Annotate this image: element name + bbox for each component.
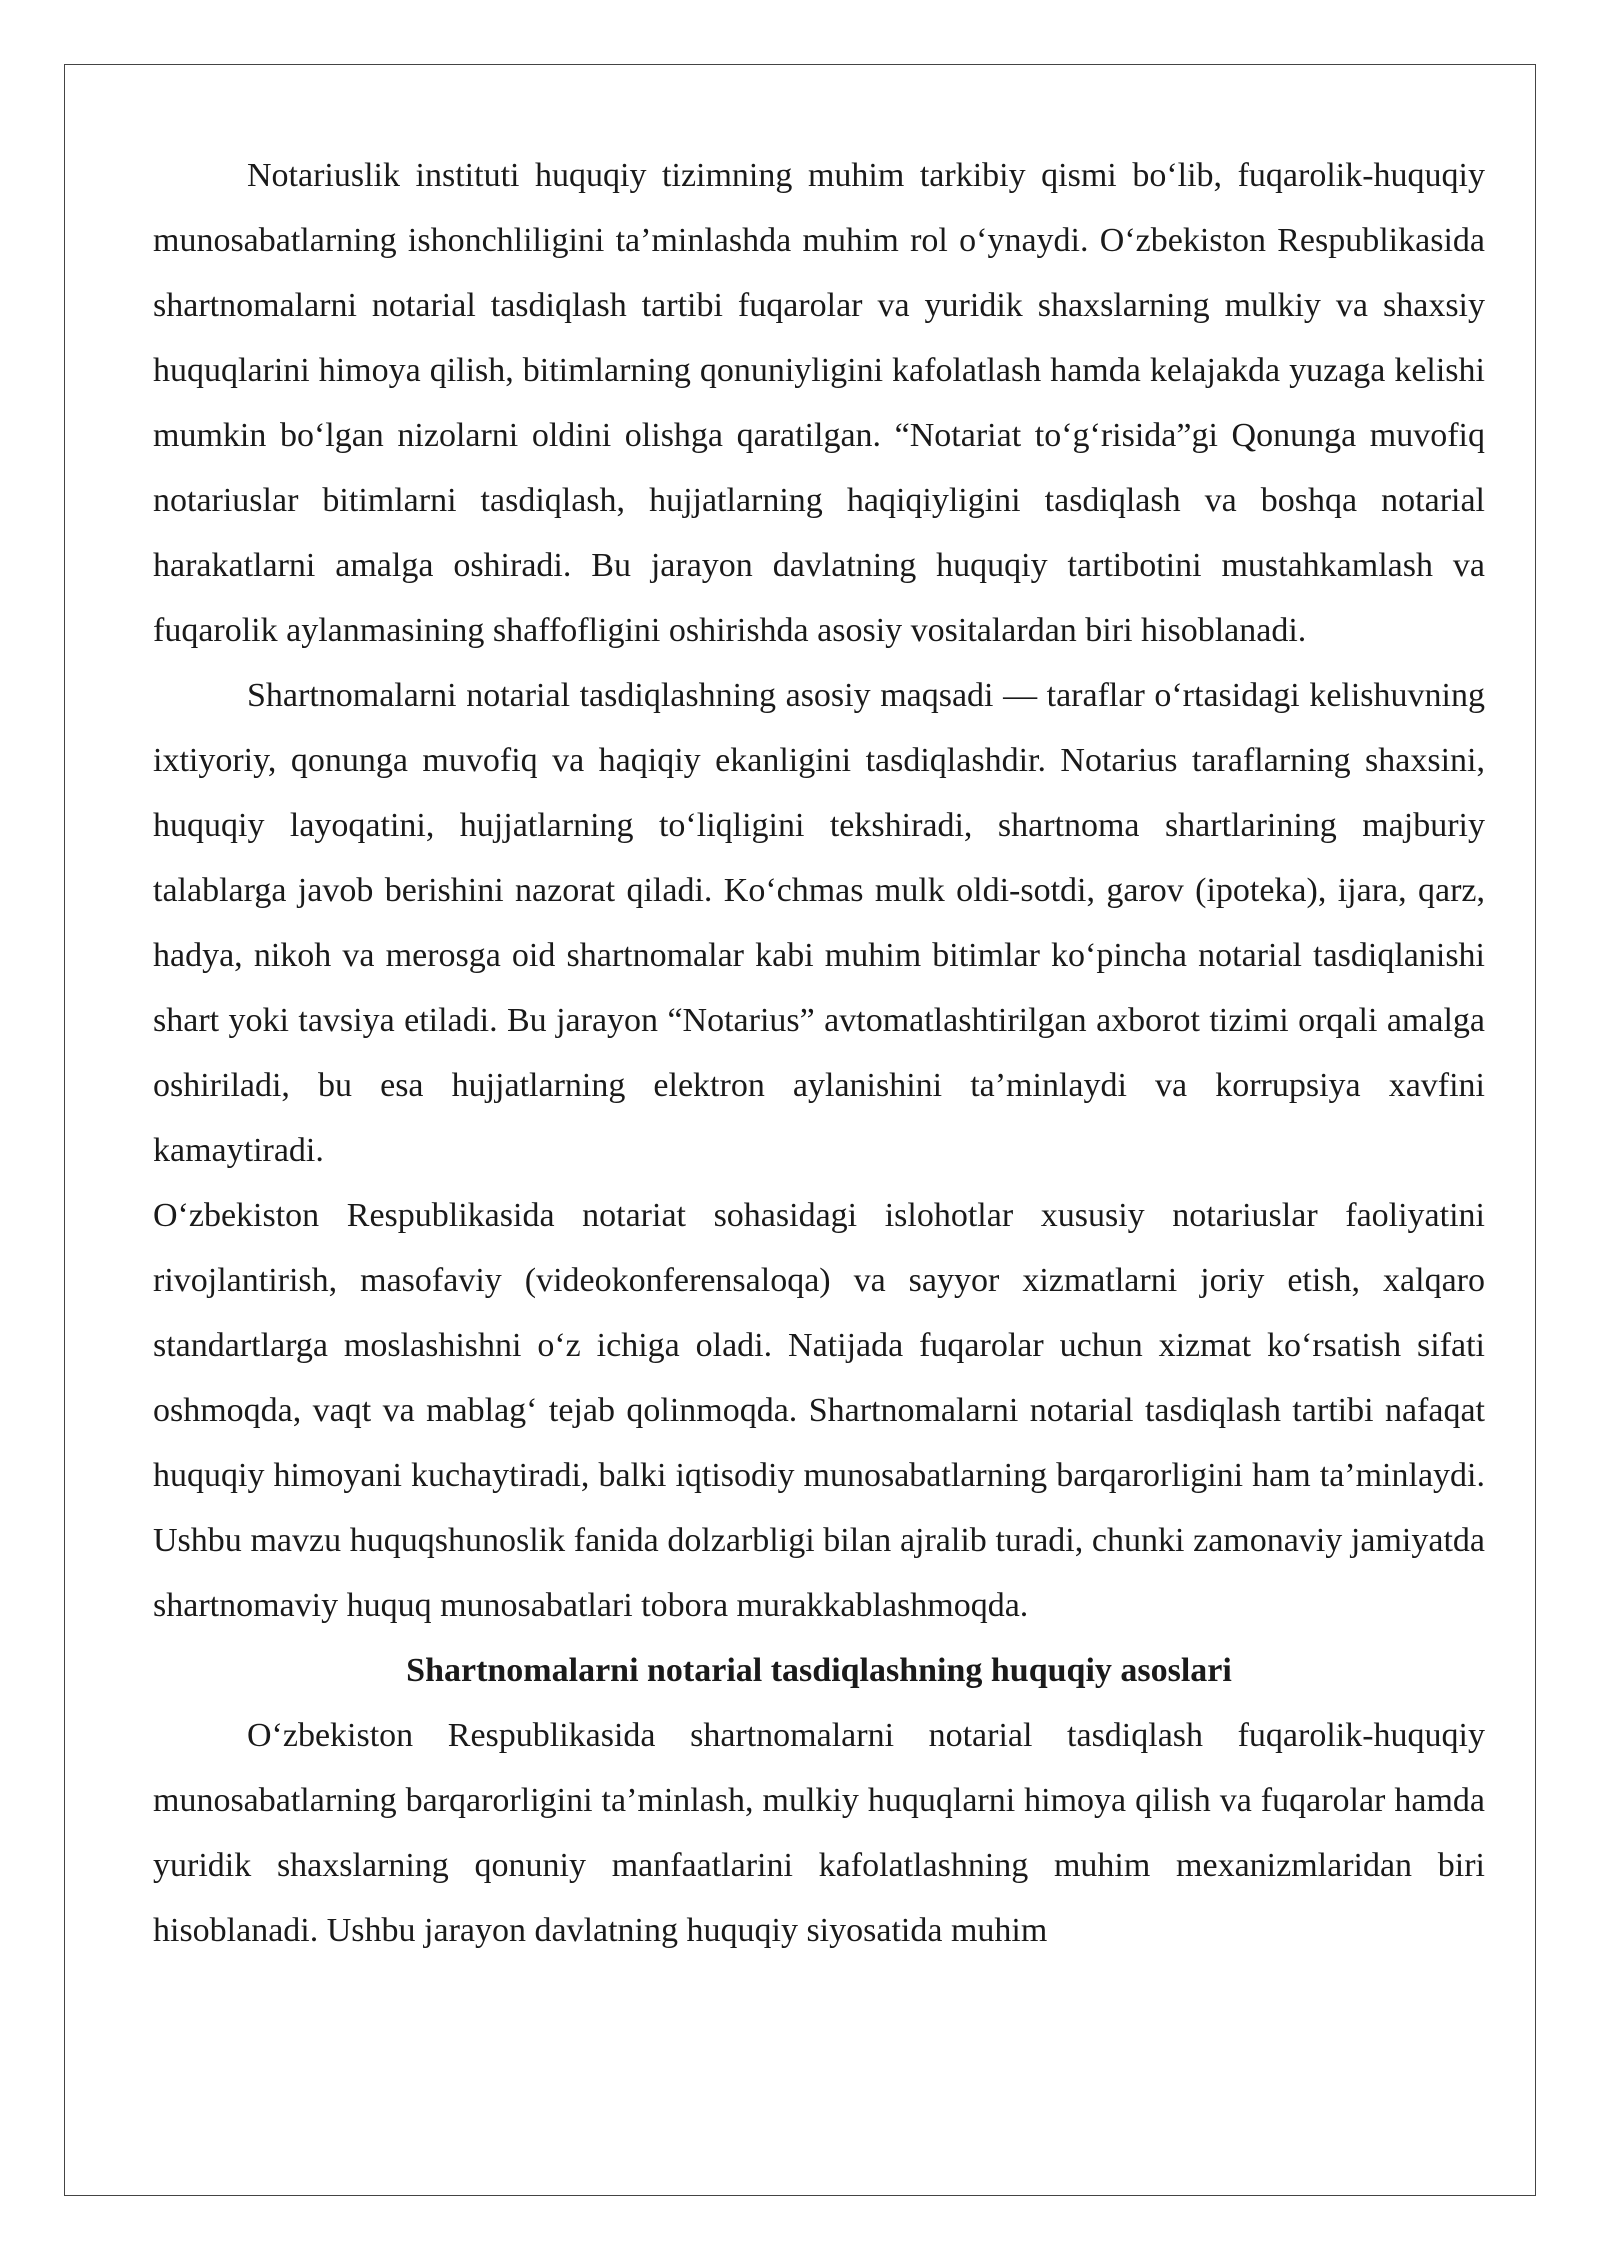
paragraph-legal-basis: O‘zbekiston Respublikasida shartnomalarni notarial tasdiqlash fuqarolik-huquqiy munosabatlarning barqarorligini ta’minlash, mulkiy huquqlarni himoya qilish va fuqarolar hamda yuridik shaxslarning qonuniy manfaatlarini kafolatlashning muhim mexanizmlaridan biri hisoblanadi. Ushbu jarayon davlatning huquqiy siyosatida muhim: [153, 1717, 1485, 1949]
paragraph-intro: Notariuslik instituti huquqiy tizimning muhim tarkibiy qismi bo‘lib, fuqarolik-huquqiy munosabatlarning ishonchliligini ta’minlashda muhim rol o‘ynaydi. O‘zbekiston Respublikasida shartnomalarni notarial tasdiqlash tartibi fuqarolar va yuridik shaxslarning mulkiy va shaxsiy huquqlarini himoya qilish, bitimlarning qonuniyligini kafolatlash hamda kelajakda yuzaga kelishi mumkin bo‘lgan nizolarni oldini olishga qaratilgan. “Notariat to‘g‘risida”gi Qonunga muvofiq notariuslar bitimlarni tasdiqlash, hujjatlarning haqiqiyligini tasdiqlash va boshqa notarial harakatlarni amalga oshiradi. Bu jarayon davlatning huquqiy tartibotini mustahkamlash va fuqarolik aylanmasining shaffofligini oshirishda asosiy vositalardan biri hisoblanadi.: [153, 157, 1485, 649]
document-body: [153, 143, 1485, 1963]
section-heading: Shartnomalarni notarial tasdiqlashning huquqiy asoslari: [406, 1652, 1232, 1689]
paragraph-purpose: Shartnomalarni notarial tasdiqlashning asosiy maqsadi — taraflar o‘rtasidagi kelishuvning ixtiyoriy, qonunga muvofiq va haqiqiy ekanligini tasdiqlashdir. Notarius taraflarning shaxsini, huquqiy layoqatini, hujjatlarning to‘liqligini tekshiradi, shartnoma shartlarining majburiy talablarga javob berishini nazorat qiladi. Ko‘chmas mulk oldi-sotdi, garov (ipoteka), ijara, qarz, hadya, nikoh va merosga oid shartnomalar kabi muhim bitimlar ko‘pincha notarial tasdiqlanishi shart yoki tavsiya etiladi. Bu jarayon “Notarius” avtomatlashtirilgan axborot tizimi orqali amalga oshiriladi, bu esa hujjatlarning elektron aylanishini ta’minlaydi va korrupsiya xavfini kamaytiradi.: [153, 677, 1485, 1169]
paragraph-reforms: O‘zbekiston Respublikasida notariat sohasidagi islohotlar xususiy notariuslar faoliyatini rivojlantirish, masofaviy (videokonferensaloqa) va sayyor xizmatlarni joriy etish, xalqaro standartlarga moslashishni o‘z ichiga oladi. Natijada fuqarolar uchun xizmat ko‘rsatish sifati oshmoqda, vaqt va mablag‘ tejab qolinmoqda. Shartnomalarni notarial tasdiqlash tartibi nafaqat huquqiy himoyani kuchaytiradi, balki iqtisodiy munosabatlarning barqarorligini ham ta’minlaydi. Ushbu mavzu huquqshunoslik fanida dolzarbligi bilan ajralib turadi, chunki zamonaviy jamiyatda shartnomaviy huquq munosabatlari tobora murakkablashmoqda.: [153, 1197, 1485, 1624]
